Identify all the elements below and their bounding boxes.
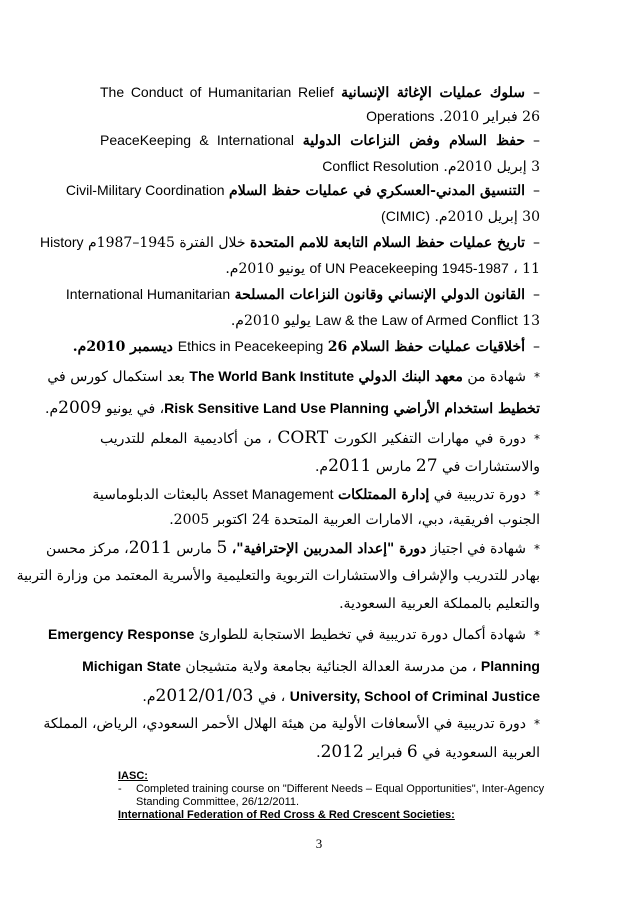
cert-text: دورة تدريبية في الأسعافات الأولية من هيئة الهلال الأحمر السعودي، الرياض، المملكة xyxy=(43,716,526,732)
day: 5 xyxy=(216,538,228,558)
year: 2011 xyxy=(328,456,372,476)
cert-text: والتعليم بالمملكة العربية السعودية. xyxy=(339,596,540,612)
cert-text: . xyxy=(316,745,321,761)
cert-text: شهادة في اجتياز xyxy=(430,541,526,557)
bullet-star: * xyxy=(534,432,540,446)
course-title-en: (CIMIC) xyxy=(381,208,431,224)
course-name: CORT xyxy=(277,428,329,448)
course-title-en: The Conduct of Humanitarian Relief xyxy=(100,84,334,100)
cert-line-3 xyxy=(92,484,540,505)
iasc-heading: IASC: xyxy=(118,770,148,782)
course-title-ar: سلوك عمليات الإغاثة الإنسانية xyxy=(341,85,526,101)
cert-text: شهادة أكمال دورة تدريبية في تخطيط الاستجابة للطوارئ xyxy=(198,627,526,643)
month: مارس xyxy=(375,459,412,475)
course-title-ar: تخطيط استخدام الأراضي xyxy=(393,401,540,417)
course-date: 30 إبريل 2010م. xyxy=(434,209,540,225)
course-title-en: Planning xyxy=(480,658,540,674)
cert-text: دورة تدريبية في xyxy=(433,487,526,503)
cert-text: بعد استكمال كورس في xyxy=(47,369,185,385)
course-line-3-cont xyxy=(100,206,540,227)
cert-text: الجنوب افريقية، دبي، الامارات العربية المتحدة 24 اكتوبر 2005. xyxy=(169,512,540,528)
bullet-star: * xyxy=(534,717,540,731)
course-title-en: Risk Sensitive Land Use Planning xyxy=(164,400,389,416)
cert-text: ، في يونيو xyxy=(105,401,165,417)
course-date: ، 11 يونيو 2010م. xyxy=(225,261,540,277)
course-line-2-cont xyxy=(100,156,540,177)
course-title-en: of UN Peacekeeping 1945-1987 xyxy=(309,260,509,276)
course-title-ar: حفظ السلام وفض النزاعات الدولية xyxy=(302,133,526,149)
bullet-star: * xyxy=(534,542,540,556)
year: 2011 xyxy=(128,538,172,558)
institution-en: Michigan State xyxy=(82,658,181,674)
course-title-en: Ethics in Peacekeeping xyxy=(177,338,324,354)
list-dash: – xyxy=(533,235,540,251)
list-dash: - xyxy=(118,783,122,795)
list-dash: – xyxy=(533,183,540,199)
institution-ar: معهد البنك الدولي xyxy=(358,369,463,385)
cert-text: ، من أكاديمية المعلم للتدريب xyxy=(100,431,272,447)
bullet-star: * xyxy=(534,370,540,384)
cert-line-5 xyxy=(47,624,540,645)
ifrc-heading: International Federation of Red Cross & Red Crescent Societies: xyxy=(118,809,455,821)
course-line-1 xyxy=(100,82,540,103)
page-number: 3 xyxy=(315,836,323,851)
course-title-en: Law & the Law of Armed Conflict xyxy=(315,312,518,328)
course-title-en: History xyxy=(39,234,84,250)
cert-line-2 xyxy=(100,428,540,449)
course-date: 3 إبريل 2010م. xyxy=(443,159,540,175)
course-date: 26 ديسمبر 2010م. xyxy=(72,339,348,355)
institution-en: University, School of Criminal Justice xyxy=(289,688,540,704)
cert-line-3-cont xyxy=(100,510,540,530)
course-title-en: International Humanitarian xyxy=(65,286,231,302)
course-line-3 xyxy=(65,180,540,201)
cert-text: م. xyxy=(45,401,59,417)
course-title-ar: تاريخ عمليات حفظ السلام التابعة للامم المتحدة xyxy=(250,235,525,251)
date: 2012/01/03 xyxy=(155,686,254,706)
cert-text: بالبعثات الدبلوماسية xyxy=(92,487,209,503)
course-title-ar: القانون الدولي الإنساني وقانون النزاعات المسلحة xyxy=(234,287,525,303)
course-line-5-cont xyxy=(100,310,540,331)
cert-text: م. xyxy=(314,459,329,475)
cert-line-4-cont xyxy=(16,566,540,586)
day: 6 xyxy=(406,742,418,762)
course-line-6 xyxy=(72,336,540,357)
list-dash: – xyxy=(533,85,541,101)
course-title-en: Emergency Response xyxy=(47,626,195,642)
course-line-4-cont xyxy=(100,258,540,279)
course-line-2 xyxy=(100,130,540,151)
iasc-item-text: Completed training course on "Different Needs – Equal Opportunities", Inter-Agency Standing Committee, 26/12/2011. xyxy=(136,783,545,808)
year: 2012 xyxy=(320,742,364,762)
month: مارس xyxy=(176,541,213,557)
day: 27 xyxy=(415,456,438,476)
cert-text: شهادة من xyxy=(467,369,526,385)
course-title-ar: التنسيق المدني-العسكري في عمليات حفظ السلام xyxy=(229,183,525,199)
cert-text: ، من مدرسة العدالة الجنائية بجامعة ولاية متشيجان xyxy=(185,659,477,675)
cert-text: والاستشارات في xyxy=(442,459,540,475)
iasc-item xyxy=(118,783,548,809)
course-title-en: Asset Management xyxy=(212,486,334,502)
course-date: 13 يوليو 2010م. xyxy=(230,313,540,329)
cert-line-4-cont2 xyxy=(100,594,540,614)
cert-text: العربية السعودية في xyxy=(422,745,540,761)
cert-text: ، مركز محسن xyxy=(45,541,129,557)
cert-text: م. xyxy=(142,689,156,705)
cert-line-5-cont xyxy=(82,656,540,677)
cert-text: دورة في مهارات التفكير الكورت xyxy=(333,431,526,447)
course-title-ar: إدارة الممتلكات xyxy=(337,487,430,503)
cert-line-1-cont xyxy=(45,398,540,419)
year: 2009 xyxy=(58,398,102,418)
cert-line-6 xyxy=(43,714,540,734)
course-period: خلال الفترة 1945–1987م xyxy=(88,235,246,251)
course-title-en: Operations xyxy=(366,108,435,124)
course-line-1-cont xyxy=(100,106,540,127)
course-title-en: Civil-Military Coordination xyxy=(65,182,225,198)
cert-line-4 xyxy=(45,538,540,559)
course-line-4 xyxy=(39,232,540,253)
course-title-en: Conflict Resolution xyxy=(322,158,439,174)
list-dash: – xyxy=(533,133,541,149)
cert-line-6-cont xyxy=(100,742,540,763)
list-dash: – xyxy=(533,287,540,303)
cert-text: بهادر للتدريب والإشراف والاستشارات التربوية والتعليمية والأسرية المعتمد من وزارة التربية xyxy=(16,568,540,584)
list-dash: – xyxy=(533,339,540,355)
english-section xyxy=(118,770,548,822)
month: فبراير xyxy=(368,745,403,761)
bullet-star: * xyxy=(534,488,540,502)
cert-line-2-cont xyxy=(100,456,540,477)
cert-text: ، في xyxy=(257,689,286,705)
course-title-en: PeaceKeeping & International xyxy=(100,132,294,148)
institution-en: The World Bank Institute xyxy=(189,368,355,384)
bullet-star: * xyxy=(534,628,540,642)
course-title-ar: أخلاقيات عمليات حفظ السلام xyxy=(351,339,525,355)
course-date: 26 فبراير 2010. xyxy=(439,109,540,125)
course-title-ar: دورة "إعداد المدربين الإحترافية"، xyxy=(231,541,427,557)
cert-line-1 xyxy=(47,366,540,387)
cert-line-5-cont2 xyxy=(100,686,540,707)
course-line-5 xyxy=(65,284,540,305)
